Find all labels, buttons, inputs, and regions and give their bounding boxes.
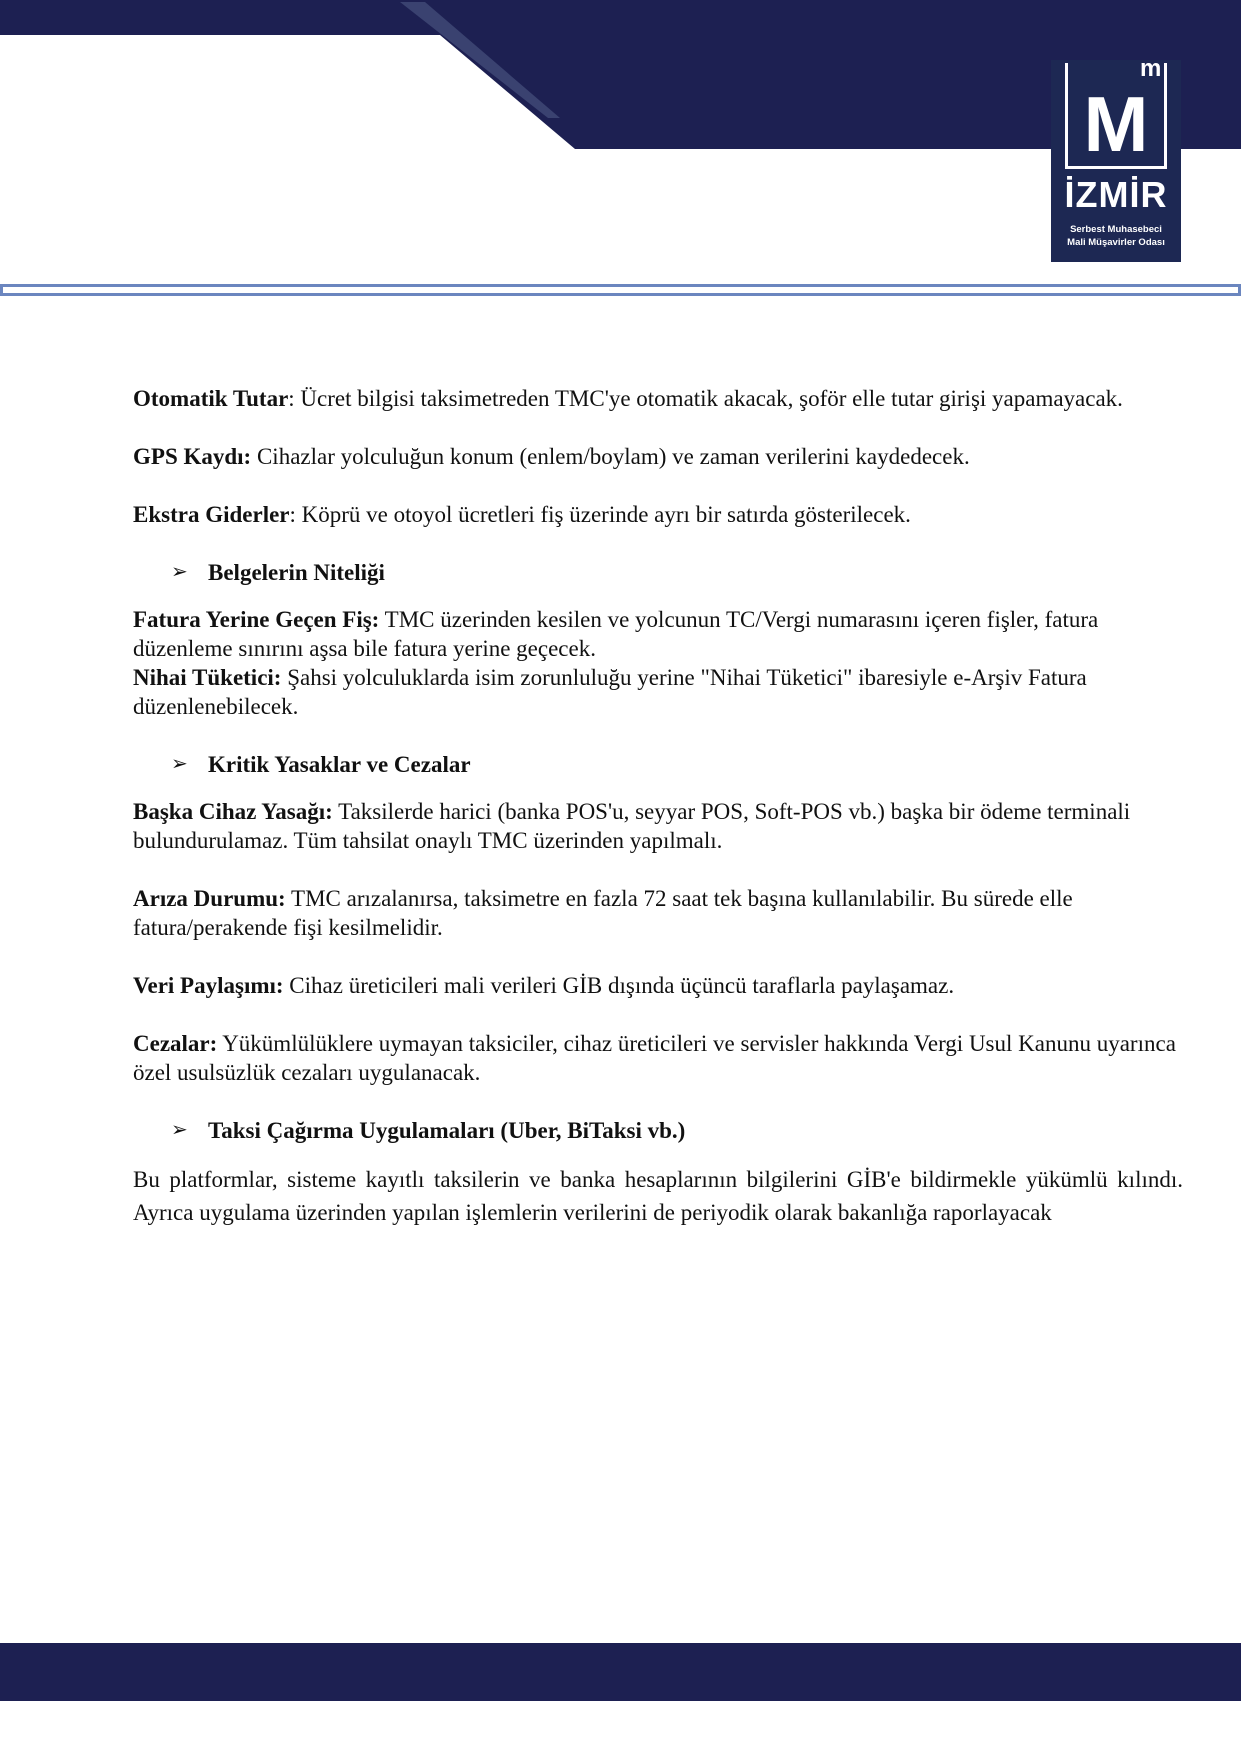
arrow-bullet-icon: ➢	[171, 561, 188, 583]
paragraph-data-sharing	[133, 971, 1183, 1000]
paragraph-final-consumer	[133, 663, 1183, 721]
logo-city: İZMİR	[1064, 174, 1168, 215]
chamber-logo	[1051, 55, 1181, 262]
label-automatic-amount: Otomatik Tutar	[133, 386, 289, 411]
section-title: Taksi Çağırma Uygulamaları (Uber, BiTaksi vb.)	[208, 1118, 686, 1143]
text-invoice-receipt: TMC üzerinden kesilen ve yolcunun TC/Vergi numarasını içeren fişler, fatura düzenleme sınırını aşsa bile fatura yerine geçecek.	[133, 607, 1099, 661]
paragraph-automatic-amount	[133, 384, 1183, 413]
paragraph-extra-costs	[133, 500, 1183, 529]
label-final-consumer: Nihai Tüketici:	[133, 665, 282, 690]
arrow-bullet-icon: ➢	[171, 753, 188, 775]
logo-letter: M	[1083, 80, 1149, 168]
label-extra-costs: Ekstra Giderler	[133, 502, 290, 527]
header-divider	[0, 284, 1241, 296]
arrow-bullet-icon: ➢	[171, 1119, 188, 1141]
text-automatic-amount: : Ücret bilgisi taksimetreden TMC'ye otomatik akacak, şoför elle tutar girişi yapamayacak.	[288, 386, 1123, 411]
section-title: Kritik Yasaklar ve Cezalar	[208, 752, 471, 777]
text-gps-record: Cihazlar yolculuğun konum (enlem/boylam) ve zaman verilerini kaydedecek.	[251, 444, 970, 469]
section-title: Belgelerin Niteliği	[208, 560, 385, 585]
logo-subtitle-line2: Mali Müşavirler Odası	[1067, 237, 1165, 248]
paragraph-penalties	[133, 1029, 1183, 1087]
paragraph-malfunction	[133, 884, 1183, 942]
logo-small-letter: m	[1140, 55, 1162, 82]
label-device-ban: Başka Cihaz Yasağı:	[133, 799, 333, 824]
label-data-sharing: Veri Paylaşımı:	[133, 973, 284, 998]
document-body	[133, 384, 1183, 1258]
section-heading-prohibitions	[133, 750, 1183, 779]
text-data-sharing: Cihaz üreticileri mali verileri GİB dışında üçüncü taraflarla paylaşamaz.	[283, 973, 955, 998]
label-penalties: Cezalar:	[133, 1031, 218, 1056]
paragraph-device-ban	[133, 797, 1183, 855]
text-device-ban: Taksilerde harici (banka POS'u, seyyar POS, Soft-POS vb.) başka bir ödeme terminali bulundurulamaz. Tüm tahsilat onaylı TMC üzerinden yapılmalı.	[133, 799, 1131, 853]
text-extra-costs: : Köprü ve otoyol ücretleri fiş üzerinde ayrı bir satırda gösterilecek.	[289, 502, 911, 527]
paragraph-gps-record	[133, 442, 1183, 471]
label-malfunction: Arıza Durumu:	[133, 886, 286, 911]
logo-frame	[1065, 55, 1167, 169]
label-gps-record: GPS Kaydı:	[133, 444, 252, 469]
section-heading-document-nature	[133, 558, 1183, 587]
text-penalties: Yükümlülüklere uymayan taksiciler, cihaz üreticileri ve servisler hakkında Vergi Usul Kanunu uyarınca özel usulsüzlük cezaları uygulanacak.	[133, 1031, 1176, 1085]
footer-bar	[0, 1643, 1241, 1701]
paragraph-invoice-receipt	[133, 605, 1183, 663]
paragraph-taxi-apps: Bu platformlar, sisteme kayıtlı taksilerin ve banka hesaplarının bilgilerini GİB'e bildirmekle yükümlü kılındı. Ayrıca uygulama üzerinden yapılan işlemlerin verilerini de periyodik olarak bakanlığa raporlayacak	[133, 1167, 1183, 1225]
logo-subtitle-line1: Serbest Muhasebeci	[1070, 224, 1162, 235]
label-invoice-receipt: Fatura Yerine Geçen Fiş:	[133, 607, 380, 632]
text-malfunction: TMC arızalanırsa, taksimetre en fazla 72 saat tek başına kullanılabilir. Bu sürede elle fatura/perakende fişi kesilmelidir.	[133, 886, 1073, 940]
section-heading-taxi-apps	[133, 1116, 1183, 1145]
text-final-consumer: Şahsi yolculuklarda isim zorunluluğu yerine "Nihai Tüketici" ibaresiyle e-Arşiv Fatura düzenlenebilecek.	[133, 665, 1087, 719]
